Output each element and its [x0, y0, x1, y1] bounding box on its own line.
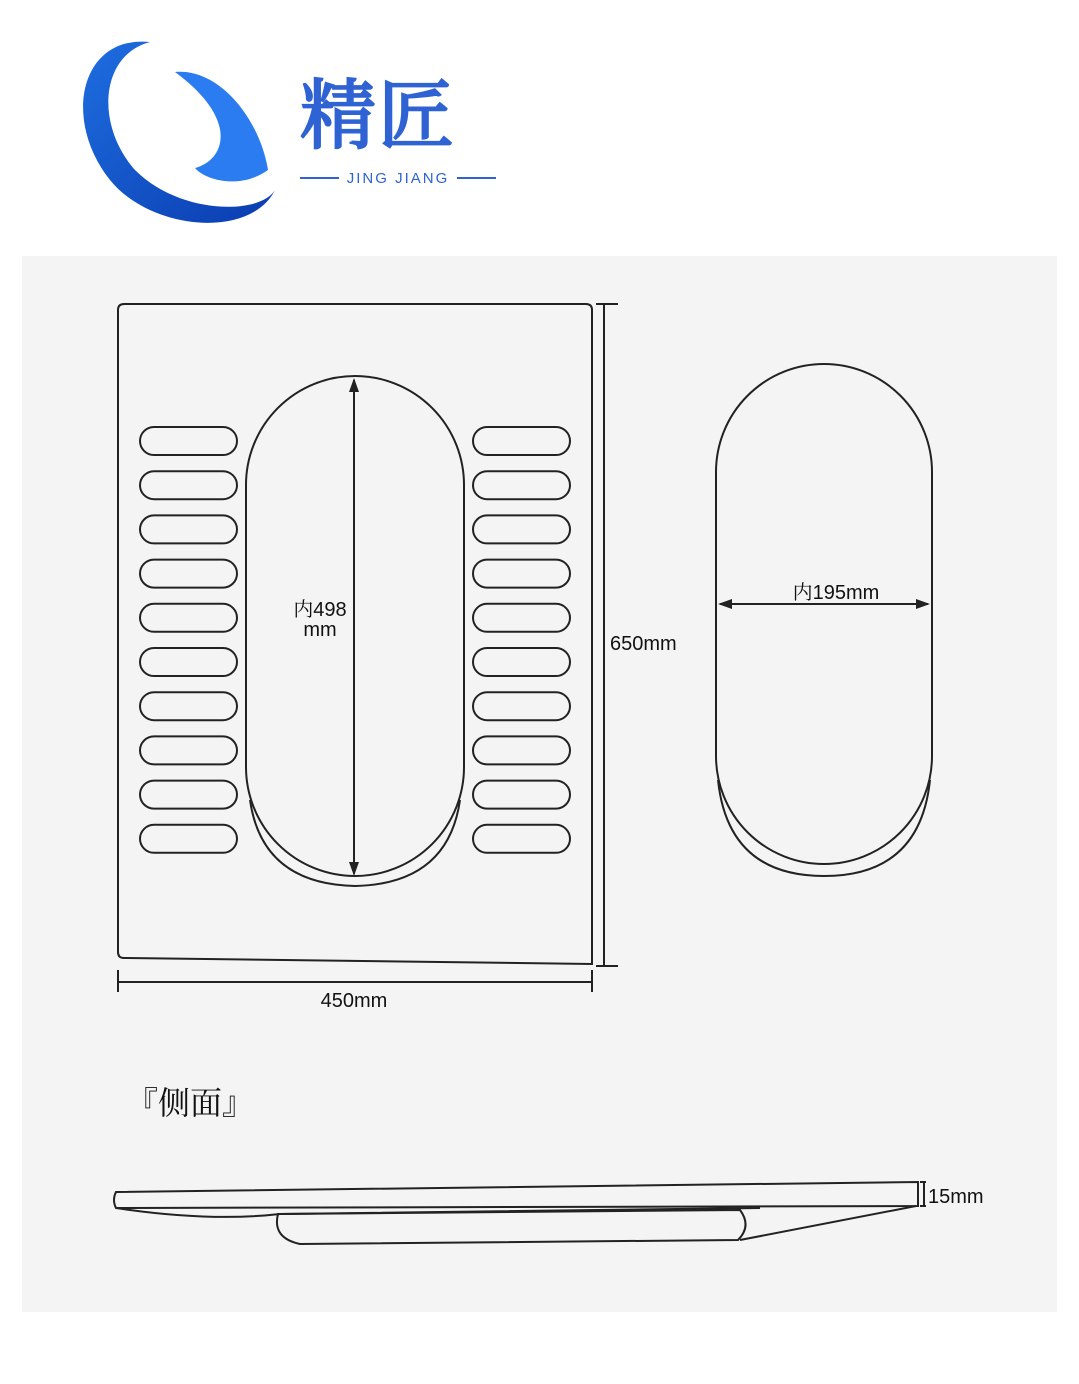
insert-width-arrow-right: [916, 599, 930, 609]
side-view-title: 『侧面』: [126, 1084, 255, 1122]
insert-outline: [716, 364, 932, 864]
insert-width-arrow-left: [718, 599, 732, 609]
side-thickness-label: 15mm: [928, 1186, 984, 1208]
foot-grip-slot: [140, 825, 237, 853]
foot-grip-slot: [473, 604, 570, 632]
foot-grip-slot: [140, 427, 237, 455]
insert-inner-width-label: 内195mm: [792, 582, 880, 604]
foot-grip-slot: [473, 692, 570, 720]
foot-grip-slot: [140, 560, 237, 588]
foot-grip-slot: [473, 825, 570, 853]
slot-column-right: [473, 427, 570, 853]
foot-grip-slot: [473, 736, 570, 764]
foot-grip-slot: [140, 692, 237, 720]
foot-grip-slot: [140, 471, 237, 499]
slot-column-left: [140, 427, 237, 853]
brand-name-chinese: 精匠: [300, 71, 456, 160]
brand-name-english: JING JIANG: [346, 169, 450, 187]
insert-lip: [718, 780, 930, 876]
foot-grip-slot: [473, 560, 570, 588]
foot-grip-slot: [473, 781, 570, 809]
foot-grip-slot: [473, 471, 570, 499]
inner-length-label-line2: mm: [303, 619, 337, 641]
foot-grip-slot: [140, 781, 237, 809]
foot-grip-slot: [140, 515, 237, 543]
foot-grip-slot: [140, 736, 237, 764]
side-view-bowl: [277, 1210, 746, 1244]
foot-grip-slot: [140, 604, 237, 632]
side-view-bowl-taper: [740, 1206, 916, 1240]
foot-grip-slot: [473, 515, 570, 543]
overall-width-label: 450mm: [320, 990, 388, 1012]
foot-grip-slot: [140, 648, 237, 676]
foot-grip-slot: [473, 648, 570, 676]
inner-length-arrow-top: [349, 378, 359, 392]
overall-height-label: 650mm: [610, 633, 677, 655]
side-view-plate: [114, 1182, 918, 1208]
foot-grip-slot: [473, 427, 570, 455]
inner-length-label-line1: 内498: [293, 599, 347, 621]
inner-length-arrow-bottom: [349, 862, 359, 876]
